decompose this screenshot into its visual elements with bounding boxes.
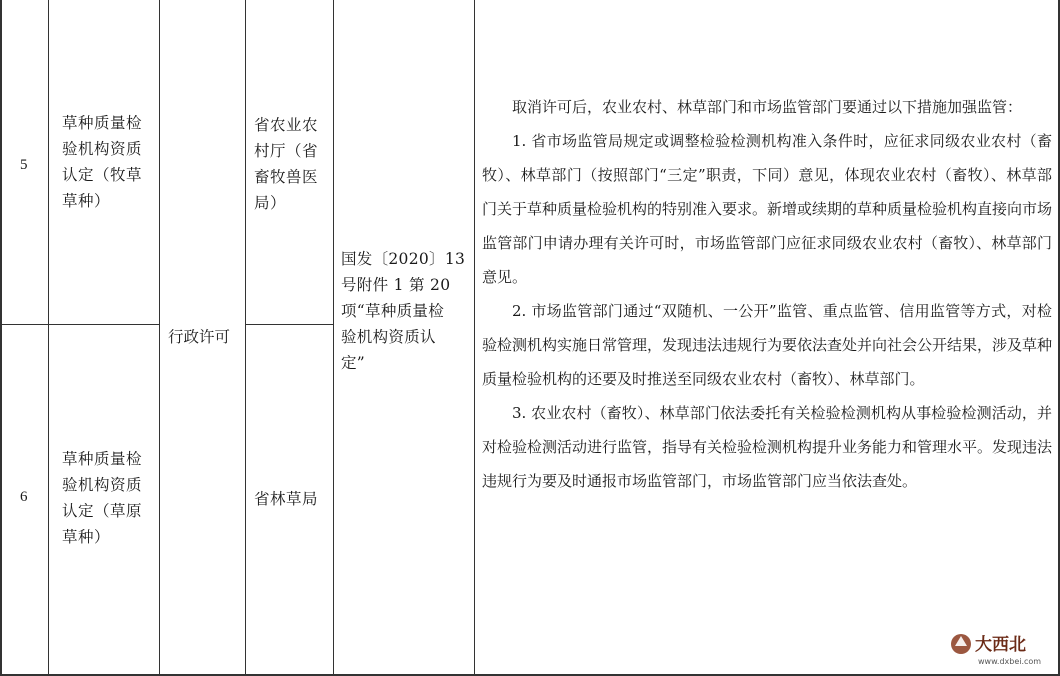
measure-item: 1. 省市场监管局规定或调整检验检测机构准入条件时，应征求同级农业农村（畜牧）、林草部门（按照部门“三定”职责，下同）意见，体现农业农村（畜牧）、林草部门关于草种质量检验机构的特别准入要求。新增或续期的草种质量检验机构直接向市场监管部门申请办理有关许可时，市场监管部门应征求同级农业农村（畜牧）、林草部门意见。 [482, 132, 1053, 286]
grid-line [0, 0, 2, 676]
item-name: 草种质量检 验机构资质 认定（草原 草种） [62, 450, 143, 546]
category: 行政许可 [168, 328, 231, 346]
row-number: 5 [20, 157, 28, 173]
site-logo-watermark [948, 624, 1052, 670]
row-divider [245, 324, 334, 325]
supervision-measures [482, 90, 1052, 498]
grid-line [48, 0, 49, 676]
measures-intro: 取消许可后，农业农村、林草部门和市场监管部门要通过以下措施加强监管： [512, 98, 1023, 116]
department: 省林草局 [254, 490, 319, 508]
legal-basis: 国发〔2020〕13 号附件 1 第 20 项“草种质量检 验机构资质认 定” [341, 250, 466, 372]
grid-line [159, 0, 160, 676]
row-number: 6 [20, 489, 28, 505]
measure-item: 3. 农业农村（畜牧）、林草部门依法委托有关检验检测机构从事检验检测活动，并对检验检测活动进行监管，指导有关检验检测机构提升业务能力和管理水平。发现违法违规行为要及时通报市场监管部门，市场监管部门应当依法查处。 [482, 404, 1053, 490]
department: 省农业农 村厅（省 畜牧兽医 局） [254, 116, 319, 212]
grid-line [474, 0, 475, 676]
item-name: 草种质量检 验机构资质 认定（牧草 草种） [62, 114, 143, 210]
measure-item: 2. 市场监管部门通过“双随机、一公开”监管、重点监管、信用监管等方式，对检验检测机构实施日常管理，发现违法违规行为要依法查处并向社会公开结果，涉及草种质量检验机构的还要及时推送至同级农业农村（畜牧）、林草部门。 [482, 302, 1053, 388]
grid-line [245, 0, 246, 676]
watermark-url: www.dxbei.com [978, 657, 1042, 666]
row-divider [0, 324, 160, 325]
logo-emblem-icon [951, 634, 971, 654]
grid-line [333, 0, 334, 676]
watermark-text: 大西北 [975, 635, 1026, 655]
